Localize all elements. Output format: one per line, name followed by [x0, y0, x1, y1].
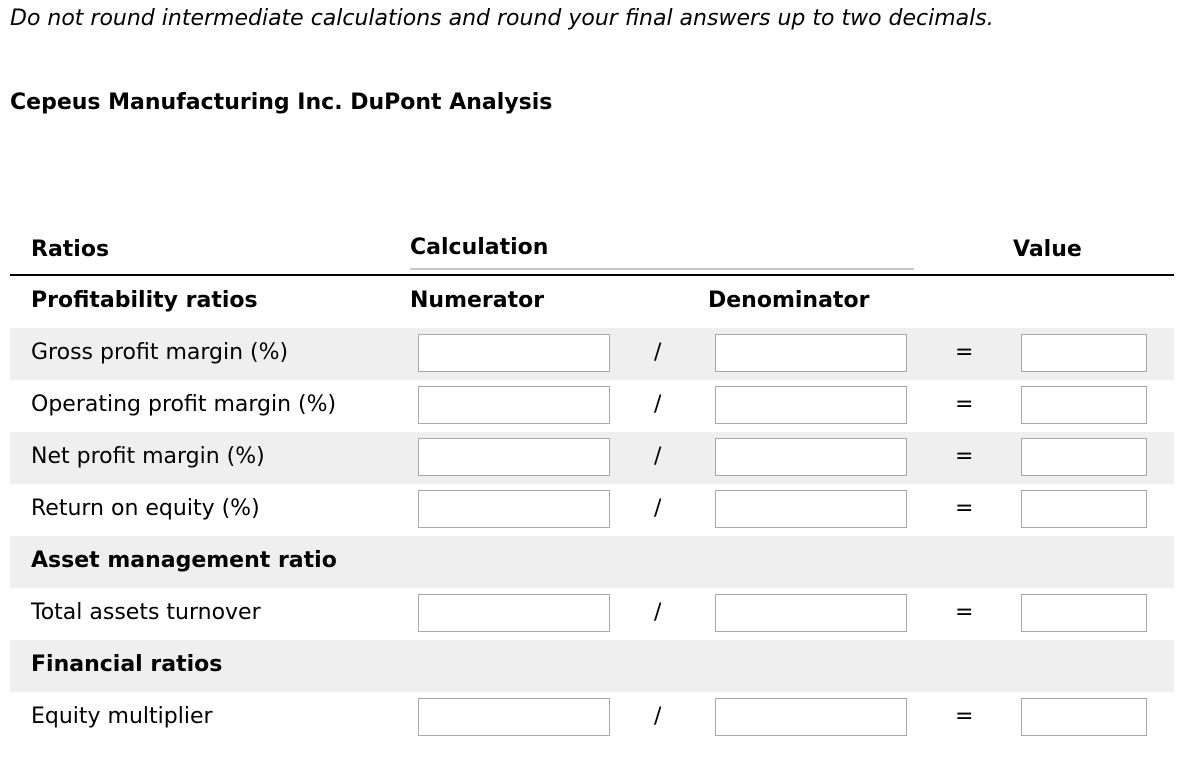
ratio-label: Equity multiplier — [31, 704, 213, 729]
instructions-text: Do not round intermediate calculations and round your final answers up to two decimals. — [10, 6, 994, 31]
gross-profit-margin-denominator-input[interactable] — [715, 334, 907, 372]
ratio-label: Total assets turnover — [31, 600, 261, 625]
net-profit-margin-numerator-input[interactable] — [418, 438, 610, 476]
ratio-label: Net profit margin (%) — [31, 444, 265, 469]
divide-sign: / — [654, 444, 662, 469]
total-assets-turnover-numerator-input[interactable] — [418, 594, 610, 632]
calculation-header-underline — [410, 268, 914, 270]
equity-multiplier-value-input[interactable] — [1021, 698, 1147, 736]
table-row-equity-multiplier — [10, 692, 1174, 744]
equals-sign: = — [955, 392, 974, 417]
total-assets-turnover-value-input[interactable] — [1021, 594, 1147, 632]
ratio-label: Return on equity (%) — [31, 496, 260, 521]
numerator-column-header: Numerator — [410, 288, 545, 313]
equals-sign: = — [955, 444, 974, 469]
table-row-gross-profit-margin — [10, 328, 1174, 380]
equals-sign: = — [955, 496, 974, 521]
equals-sign: = — [955, 340, 974, 365]
page-title: Cepeus Manufacturing Inc. DuPont Analysis — [10, 90, 553, 115]
calculation-column-header: Calculation — [410, 235, 549, 260]
return-on-equity-value-input[interactable] — [1021, 490, 1147, 528]
operating-profit-margin-value-input[interactable] — [1021, 386, 1147, 424]
ratio-label: Gross profit margin (%) — [31, 340, 289, 365]
divide-sign: / — [654, 600, 662, 625]
divide-sign: / — [654, 340, 662, 365]
divide-sign: / — [654, 392, 662, 417]
table-row-return-on-equity — [10, 484, 1174, 536]
equals-sign: = — [955, 704, 974, 729]
table-row-operating-profit-margin — [10, 380, 1174, 432]
section-financial — [10, 640, 1174, 692]
ratio-label: Operating profit margin (%) — [31, 392, 337, 417]
gross-profit-margin-numerator-input[interactable] — [418, 334, 610, 372]
net-profit-margin-value-input[interactable] — [1021, 438, 1147, 476]
denominator-column-header: Denominator — [708, 288, 870, 313]
section-heading-profitability: Profitability ratios — [31, 288, 258, 313]
value-column-header: Value — [1013, 237, 1082, 262]
section-heading-financial: Financial ratios — [31, 652, 223, 677]
equity-multiplier-numerator-input[interactable] — [418, 698, 610, 736]
table-row-total-assets-turnover — [10, 588, 1174, 640]
net-profit-margin-denominator-input[interactable] — [715, 438, 907, 476]
equity-multiplier-denominator-input[interactable] — [715, 698, 907, 736]
gross-profit-margin-value-input[interactable] — [1021, 334, 1147, 372]
ratios-column-header: Ratios — [31, 237, 110, 262]
return-on-equity-numerator-input[interactable] — [418, 490, 610, 528]
section-profitability — [10, 276, 1174, 328]
total-assets-turnover-denominator-input[interactable] — [715, 594, 907, 632]
return-on-equity-denominator-input[interactable] — [715, 490, 907, 528]
operating-profit-margin-denominator-input[interactable] — [715, 386, 907, 424]
divide-sign: / — [654, 496, 662, 521]
section-heading-asset-management: Asset management ratio — [31, 548, 337, 573]
section-asset-management — [10, 536, 1174, 588]
operating-profit-margin-numerator-input[interactable] — [418, 386, 610, 424]
table-row-net-profit-margin — [10, 432, 1174, 484]
divide-sign: / — [654, 704, 662, 729]
equals-sign: = — [955, 600, 974, 625]
